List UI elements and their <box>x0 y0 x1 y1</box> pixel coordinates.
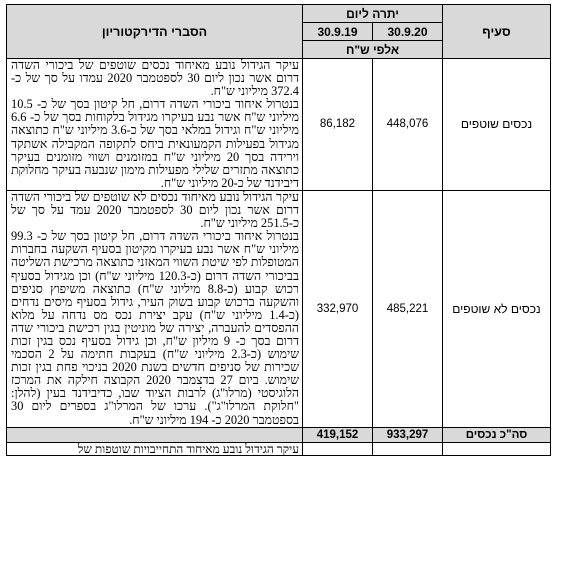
date-2019-header: 30.9.19 <box>303 23 373 41</box>
table-row <box>7 190 551 427</box>
section-cell: נכסים שוטפים <box>443 59 551 191</box>
total-2019-cell: 419,152 <box>303 427 373 442</box>
section-cell: נכסים לא שוטפים <box>443 190 551 427</box>
financial-table <box>6 4 551 456</box>
value-2019-cell: 332,970 <box>303 190 373 427</box>
total-row <box>7 427 551 442</box>
explanation-cell <box>7 190 303 427</box>
value-2019-cell: 86,182 <box>303 59 373 191</box>
partial-explanation-cell <box>7 442 303 455</box>
explanation-paragraph: עיקר הגידול נובע מאיחוד נכסים שוטפים של ביכורי השדה דרום אשר נכון ליום 30 לספטמבר 2020 עמדו על סך של כ- 372.4 מיליוני ש"ח. <box>11 58 300 99</box>
explanation-paragraph: בנטרול איחוד ביכורי השדה דרום, חל קיטון בסך של כ- 10.5 מיליוני ש"ח אשר נבע בעיקרו מגידול בלקוחות בסך של כ- 6.6 מיליוני ש"ח וגידול במלאי בסך של כ-3.6 מיליוני ש"ח כתוצאה מגידול בפעילות הקמעונאית ביחס לתקופה המקבילה אשתקד וירידה בסך 20 מיליוני ש"ח במזומנים ושווי מזומנים בעיקר כתוצאה מתזרים שלילי מפעילות מימון שנבעה בעיקר מחלוקת דיבידנד של כ-20 מיליוני ש"ח. <box>11 97 299 190</box>
partial-explanation-text: עיקר הגידול נובע מאיחוד התחייבויות שוטפות של <box>77 442 299 455</box>
total-empty-cell <box>7 427 303 442</box>
partial-section-cell <box>443 442 551 455</box>
unit-header: אלפי ש"ח <box>303 41 443 59</box>
explanation-paragraph: עיקר הגידול נובע מאיחוד נכסים לא שוטפים של ביכורי השדה דרום אשר נכון ליום 30 לספטמבר 2020 עמד על סך של כ-251.5 מיליוני ש"ח. <box>11 189 300 231</box>
table-row <box>7 59 551 191</box>
table-row-partial <box>7 442 551 455</box>
date-2020-header: 30.9.20 <box>373 23 443 41</box>
explanation-cell <box>7 59 303 191</box>
value-2020-cell: 448,076 <box>373 59 443 191</box>
section-column-header: סעיף <box>443 5 551 59</box>
partial-2019-cell <box>303 442 373 455</box>
explanations-column-header: הסברי הדירקטוריון <box>7 5 303 59</box>
total-label-cell: סה"כ נכסים <box>443 427 551 442</box>
balance-header: יתרה ליום <box>303 5 443 23</box>
value-2020-cell: 485,221 <box>373 190 443 427</box>
explanation-paragraph: בנטרול איחוד ביכורי השדה דרום, חל קיטון בסך של כ- 99.3 מיליוני ש"ח אשר נבע בעיקרו מקיטון בסעיף השקעה בחברות המטופלות לפי שיטת השווי המאזני כתוצאה מרכישת השליטה בביכורי השדה דרום (כ-120.3 מיליוני ש"ח) וכן מגידול בסעיף רכוש קבוע (כ-8.8 מיליוני ש"ח) כתוצאה משיפוץ סניפים והשקעה ברכוש קבוע בשוק העיר, גידול בסעיף מיסים נדחים (כ-1.4 מיליוני ש"ח) עקב יצירת נכס מס נדחה על מלוא ההפסדים להעברה, יצירה של מוניטין בגין רכישת ביכורי שדה דרום בסך כ- 9 מיליון ש"ח, וכן גידול בסעיף נכס בגין זכות שימוש (כ-2.3 מיליוני ש"ח) בעקבות חתימה על 2 הסכמי שכירות של סניפים חדשים בשנת 2020 בניכוי פחת בגין זכות שימוש. ביום 27 בדצמבר 2020 הקבוצה חילקה את המרכז הלוגיסטי (מרלו"ג) לרבות הציוד שבו, כדיבידנד בעין (להלן: "חלוקת המרלו"ג"). ערכו של המרלו"ג בספרים ליום 30 בספטמבר 2020 כ- 194 מיליוני ש"ח. <box>11 229 300 427</box>
partial-2020-cell <box>373 442 443 455</box>
total-2020-cell: 933,297 <box>373 427 443 442</box>
